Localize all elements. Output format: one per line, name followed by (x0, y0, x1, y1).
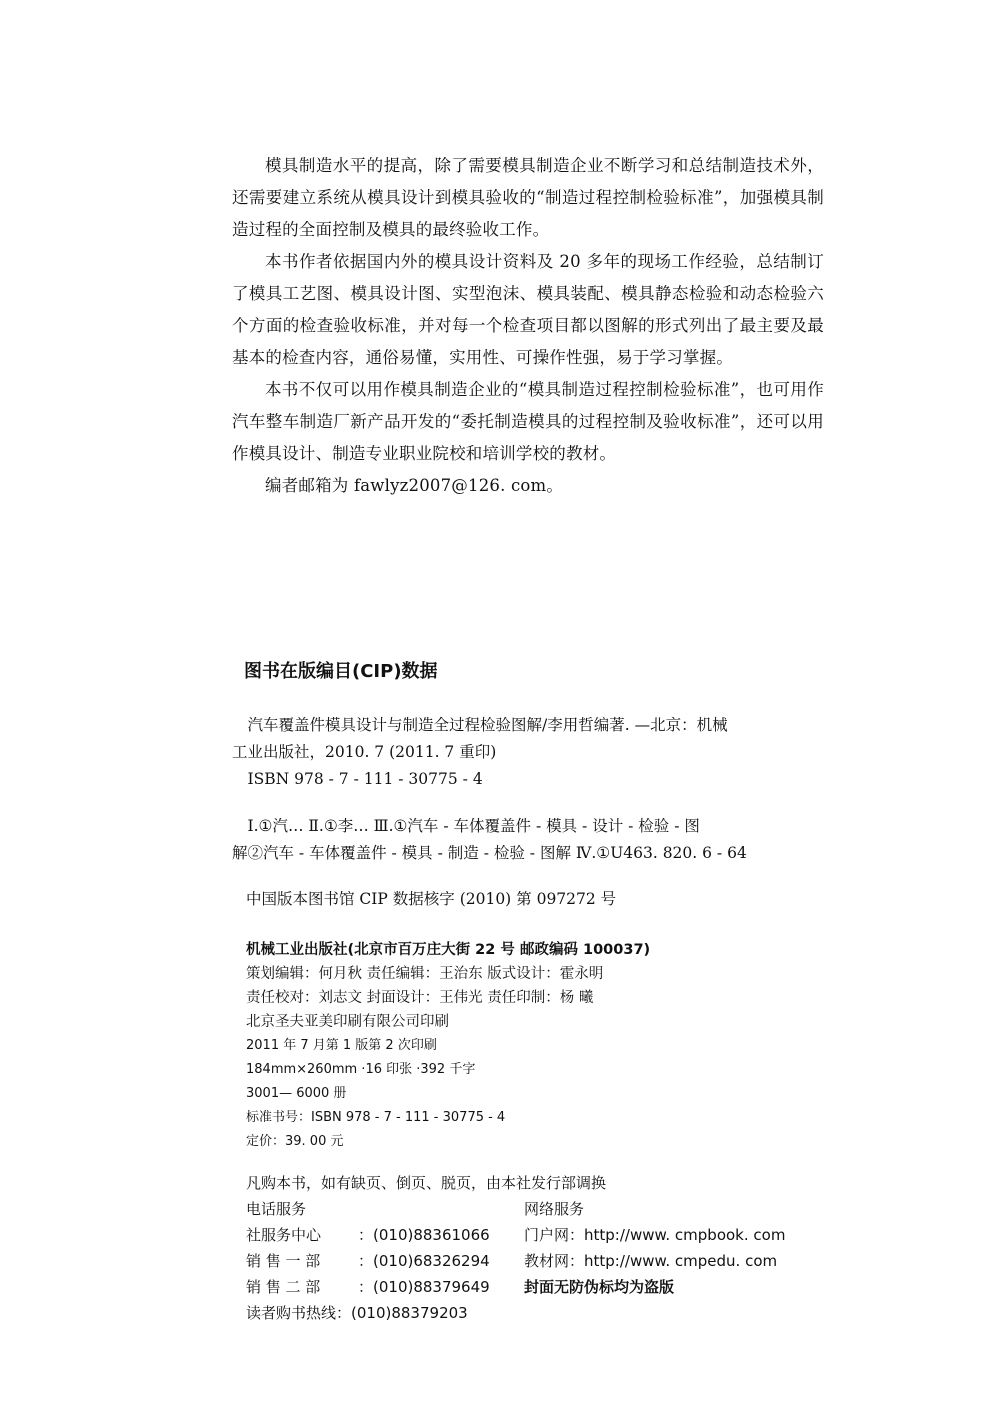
cip-check-number: 中国版本图书馆 CIP 数据核字 (2010) 第 097272 号 (246, 890, 617, 908)
preface-paragraph-3: 本书不仅可以用作模具制造企业的“模具制造过程控制检验标准”，也可用作汽车整车制造厂新产品开发的“委托制造模具的过程控制及验收标准”，还可以用作模具设计、制造专业职业院校和培训学校的教材。 (232, 380, 824, 463)
service-info (246, 1170, 806, 1326)
phone-label: 读者购书热线 (246, 1304, 337, 1322)
copies-line: 3001— 6000 册 (246, 1086, 347, 1101)
publisher-line: 机械工业出版社(北京市百万庄大街 22 号 邮政编码 100037) (246, 942, 651, 958)
cip-record (232, 712, 824, 793)
phone-label: 销 售 一 部 (246, 1252, 321, 1270)
replacement-notice: 凡购本书，如有缺页、倒页、脱页，由本社发行部调换 (246, 1174, 607, 1192)
phone-number: ：(010)88361066 (358, 1226, 490, 1244)
price-line: 定价：39. 00 元 (246, 1134, 344, 1149)
edition-line: 2011 年 7 月第 1 版第 2 次印刷 (246, 1038, 437, 1053)
network-row (524, 1248, 806, 1274)
phone-label: 社服务中心 (246, 1226, 322, 1244)
preface-paragraph-1: 模具制造水平的提高，除了需要模具制造企业不断学习和总结制造技术外，还需要建立系统从模具设计到模具验收的“制造过程控制检验标准”，加强模具制造过程的全面控制及模具的最终验收工作。 (232, 156, 824, 239)
phone-label: 销 售 二 部 (246, 1278, 321, 1296)
phone-number: ：(010)88379203 (336, 1304, 468, 1322)
phone-number: ：(010)68326294 (358, 1252, 490, 1270)
cip-heading: 图书在版编目(CIP)数据 (244, 661, 438, 682)
network-item: 门户网：http://www. cmpbook. com (524, 1226, 786, 1244)
network-row (524, 1274, 806, 1300)
cip-subject (232, 813, 824, 867)
editors-line: 策划编辑：何月秋 责任编辑：王治东 版式设计：霍永明 (246, 966, 604, 982)
phone-row (246, 1222, 524, 1248)
cip-record-line-2: 工业出版社，2010. 7 (2011. 7 重印) (232, 743, 497, 761)
proof-line: 责任校对：刘志文 封面设计：王伟光 责任印制：杨 曦 (246, 990, 594, 1006)
phone-row (246, 1248, 524, 1274)
anti-piracy-notice: 封面无防伪标均为盗版 (524, 1278, 675, 1296)
service-grid (246, 1196, 806, 1326)
standard-number-line: 标准书号：ISBN 978 - 7 - 111 - 30775 - 4 (246, 1110, 506, 1125)
phone-heading (246, 1196, 524, 1222)
network-row (524, 1222, 806, 1248)
preface-paragraph-4: 编者邮箱为 fawlyz2007@126. com。 (265, 476, 564, 495)
printer-line: 北京圣夫亚美印刷有限公司印刷 (246, 1014, 449, 1030)
network-heading (524, 1196, 806, 1222)
preface-text (232, 150, 824, 502)
format-line: 184mm×260mm ·16 印张 ·392 千字 (246, 1062, 476, 1077)
phone-row (246, 1300, 524, 1326)
network-heading-label: 网络服务 (524, 1200, 585, 1218)
network-item: 教材网：http://www. cmpedu. com (524, 1252, 778, 1270)
cip-subject-line-2: 解②汽车 - 车体覆盖件 - 模具 - 制造 - 检验 - 图解 Ⅳ.①U463. 820. 6 - 64 (232, 844, 747, 862)
phone-row (246, 1274, 524, 1300)
phone-heading-label: 电话服务 (246, 1200, 307, 1218)
imprint (246, 938, 806, 1154)
cip-subject-line-1: Ⅰ.①汽… Ⅱ.①李… Ⅲ.①汽车 - 车体覆盖件 - 模具 - 设计 - 检验 - 图 (247, 817, 700, 835)
phone-number: ：(010)88379649 (358, 1278, 490, 1296)
cip-record-line-1: 汽车覆盖件模具设计与制造全过程检验图解/李用哲编著. —北京：机械 (247, 716, 728, 734)
preface-paragraph-2: 本书作者依据国内外的模具设计资料及 20 多年的现场工作经验，总结制订了模具工艺图、模具设计图、实型泡沫、模具装配、模具静态检验和动态检验六个方面的检查验收标准，并对每一个检查项目都以图解的形式列出了最主要及最基本的检查内容，通俗易懂，实用性、可操作性强，易于学习掌握。 (232, 252, 824, 367)
cip-isbn-line: ISBN 978 - 7 - 111 - 30775 - 4 (247, 770, 483, 788)
empty-cell (524, 1300, 806, 1326)
